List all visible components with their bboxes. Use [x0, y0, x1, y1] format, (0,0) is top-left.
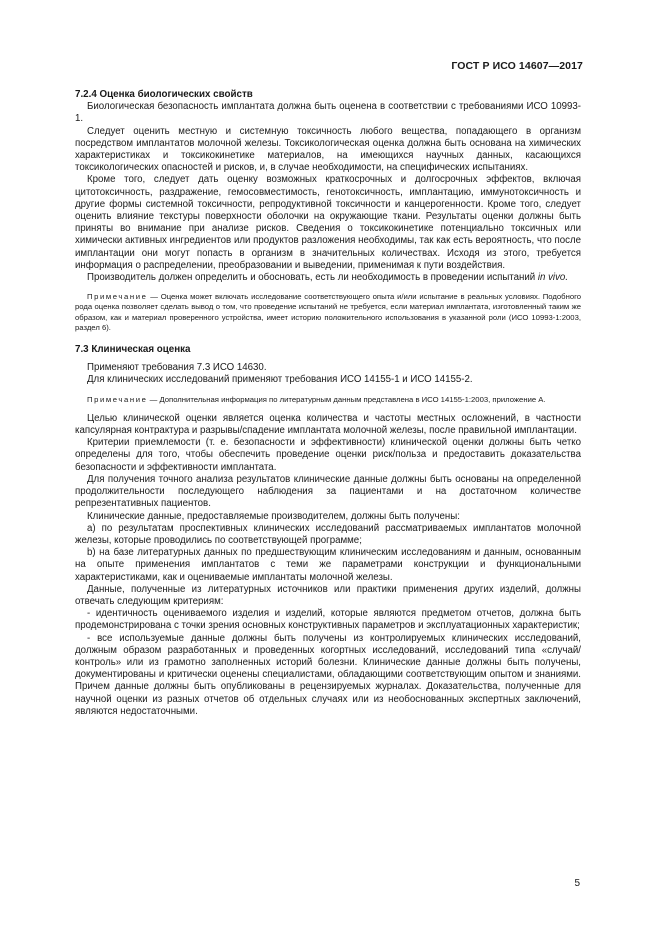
- paragraph: Целью клинической оценки является оценка количества и частоты местных осложнений, в частности капсулярная контрактура и разрывы/спадение имплантата молочной железы, после правильной имплантации.: [75, 412, 581, 437]
- paragraph: Для получения точного анализа результатов клинические данные должны быть основаны на определенной продолжительности последующего наблюдения за пациентами и на достаточном количестве репрезентативных пациентов.: [75, 473, 581, 510]
- page-content: [75, 89, 581, 718]
- list-item: а) по результатам проспективных клинических исследований рассматриваемых имплантатов молочной железы, которые проводились по соответствующей программе;: [75, 522, 581, 546]
- paragraph: Клинические данные, предоставляемые производителем, должны быть получены:: [87, 510, 460, 522]
- paragraph: Критерии приемлемости (т. е. безопасности и эффективности) клинической оценки должны быть четко определены для того, чтобы обеспечить проведение оценки риск/польза и предоставить доказательства безопасности и эффективности имплантата.: [75, 437, 581, 473]
- list-item: b) на базе литературных данных по предшествующим клиническим исследованиям и данным, основанным на опыте применения имплантатов с теми же параметрами конструкции и функциональными характеристиками, как и оцениваемые имплантаты молочной железы.: [75, 547, 581, 583]
- paragraph: Данные, полученные из литературных источников или практики применения других изделий, должны отвечать следующим критериям:: [75, 583, 581, 607]
- paragraph: Следует оценить местную и системную токсичность любого вещества, попадающего в организм посредством имплантатов молочной железы. Токсикологическая оценка должна быть основана на химических характеристиках и токсикокинетике материалов, на имеющихся научных данных, касающихся токсикологических опасностей и рисков, и, в случае необходимости, на специфических испытаниях.: [75, 125, 581, 174]
- paragraph: Применяют требования 7.3 ИСО 14630.: [87, 362, 267, 374]
- paragraph: Для клинических исследований применяют требования ИСО 14155-1 и ИСО 14155-2.: [87, 374, 473, 386]
- note-text: — Оценка может включать исследование соответствующего опыта и/или испытание в реальных условиях. Подобного рода оценка позволяет сделать вывод о том, что проведение испытаний не требуется, если материал имплантата, изготовленный таким же образом, как и материал проверенного устройства, имеет историю положительного использования в указанной роли (ИСО 10993-1:2003, раздел 6).: [75, 292, 581, 332]
- page-number: 5: [574, 878, 580, 889]
- manufacturer-text: Производитель должен определить и обосновать, есть ли необходимость в проведении испытаний: [87, 272, 538, 284]
- list-item: - все используемые данные должны быть получены из контролируемых клинических исследований, должным образом разработанных и проведенных когортных исследований, исследований типа «случай/контроль» или из грамотно заполненных историй болезни. Клинические данные должны быть получены, документированы и критически оценены специалистами, обладающими соответствующим опытом и знаниями. Причем данные должны быть опубликованы в рецензируемых журналах. Доказательства, полученные для научной оценки из разных отчетов об отдельных случаях или из необоснованных экспертных заключений, являются недостаточными.: [75, 632, 581, 717]
- document-code-header: ГОСТ Р ИСО 14607—2017: [451, 60, 583, 72]
- note-block-2: [75, 395, 581, 405]
- paragraph: Кроме того, следует дать оценку возможных краткосрочных и долгосрочных эффектов, включая цитотоксичность, раздражение, гемосовместимость, генотоксичность, имплантацию, иммунотоксичность и другие формы системной токсичности, репродуктивной токсичности и канцерогенности. Кроме того, следует оценить влияние текстуры поверхности оболочки на окружающие ткани. Результаты оценки должны быть приняты во внимание при анализе рисков. Сведения о токсикокинетике потенциально токсичных или химически активных ингредиентов или продуктов разложения необходимы, так как есть вероятность, что после имплантации они могут попасть в организм в значительных количествах. Исходя из этого, требуется информация о распределении, преобразовании и выведении, применимая к пути воздействия.: [75, 174, 581, 271]
- paragraph-manufacturer: [75, 272, 581, 284]
- section-title-7-3: 7.3 Клиническая оценка: [75, 344, 191, 356]
- in-vivo-italic: in vivo.: [537, 272, 569, 284]
- paragraph: Биологическая безопасность имплантата должна быть оценена в соответствии с требованиями ИСО 10993-1.: [75, 101, 581, 125]
- section-title-7-2-4: 7.2.4 Оценка биологических свойств: [75, 89, 253, 100]
- note-label: Примечание: [87, 292, 148, 302]
- note-text: — Дополнительная информация по литературным данным представлена в ИСО 14155-1:2003, приложение А.: [147, 394, 546, 404]
- note-label: Примечание: [87, 394, 148, 404]
- list-item: - идентичность оцениваемого изделия и изделий, которые являются предметом отчетов, должна быть продемонстрирована с точки зрения основных конструктивных параметров и эксплуатационных характеристик;: [75, 608, 581, 632]
- note-block-1: [75, 292, 581, 333]
